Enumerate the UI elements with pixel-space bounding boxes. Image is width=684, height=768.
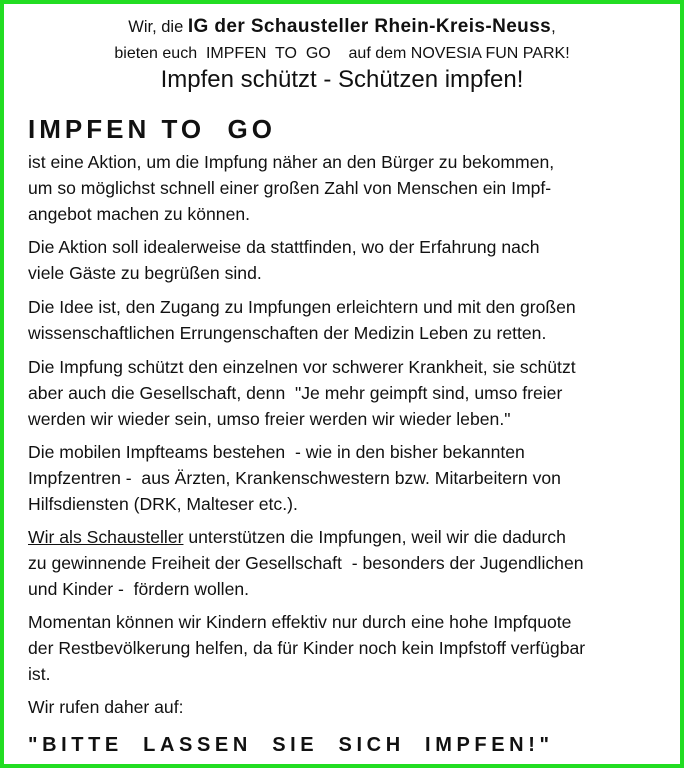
paragraph-line: um so möglichst schnell einer großen Zahl von Menschen ein Impf- <box>28 178 552 198</box>
paragraph-5 <box>28 439 678 517</box>
paragraph-line: und Kinder - fördern wollen. <box>28 579 250 599</box>
paragraph-line: Momentan können wir Kindern effektiv nur durch eine hohe Impfquote <box>28 612 572 632</box>
paragraph-line: Die Idee ist, den Zugang zu Impfungen erleichtern und mit den großen <box>28 297 576 317</box>
paragraph-2 <box>28 234 678 286</box>
header-suffix: , <box>551 18 556 36</box>
main-title: IMPFEN TO GO <box>28 114 276 144</box>
schausteller-underlined: Wir als Schausteller <box>28 527 184 547</box>
paragraph-7 <box>28 609 678 687</box>
paragraph-1 <box>28 149 678 227</box>
paragraph-line: ist. <box>28 664 51 684</box>
paragraph-line: angebot machen zu können. <box>28 204 251 224</box>
paragraph-line: werden wir wieder sein, umso freier werden wir wieder leben." <box>28 409 511 429</box>
closing-call: "BITTE LASSEN SIE SICH IMPFEN!" <box>28 734 554 756</box>
paragraph-line: Die Aktion soll idealerweise da stattfinden, wo der Erfahrung nach <box>28 237 540 257</box>
paragraph-line: ist eine Aktion, um die Impfung näher an den Bürger zu bekommen, <box>28 152 555 172</box>
paragraph-line <box>28 524 678 550</box>
header-line-1 <box>4 16 680 38</box>
paragraph-line: viele Gäste zu begrüßen sind. <box>28 263 262 283</box>
paragraph-8 <box>28 694 678 720</box>
paragraph-6 <box>28 524 678 602</box>
header-line-2: bieten euch IMPFEN TO GO auf dem NOVESIA FUN PARK! <box>114 45 570 62</box>
paragraph-line: wissenschaftlichen Errungenschaften der Medizin Leben zu retten. <box>28 323 547 343</box>
paragraph-line: Die mobilen Impfteams bestehen - wie in den bisher bekannten <box>28 442 525 462</box>
paragraph-line: Die Impfung schützt den einzelnen vor schwerer Krankheit, sie schützt <box>28 357 576 377</box>
organization-name: IG der Schausteller Rhein-Kreis-Neuss <box>187 16 552 37</box>
paragraph-3 <box>28 294 678 346</box>
paragraph-line: Impfzentren - aus Ärzten, Krankenschwestern bzw. Mitarbeitern von <box>28 468 561 488</box>
slogan: Impfen schützt - Schützen impfen! <box>160 66 524 93</box>
paragraph-line: aber auch die Gesellschaft, denn "Je mehr geimpft sind, umso freier <box>28 383 563 403</box>
header-prefix: Wir, die <box>128 18 188 36</box>
paragraph-line: Hilfsdiensten (DRK, Malteser etc.). <box>28 494 298 514</box>
paragraph-line: Wir rufen daher auf: <box>28 697 184 717</box>
paragraph-line-rest: unterstützen die Impfungen, weil wir die dadurch <box>183 527 566 547</box>
paragraph-line: der Restbevölkerung helfen, da für Kinder noch kein Impfstoff verfügbar <box>28 638 586 658</box>
paragraph-line: zu gewinnende Freiheit der Gesellschaft - besonders der Jugendlichen <box>28 553 584 573</box>
paragraph-4 <box>28 354 678 432</box>
